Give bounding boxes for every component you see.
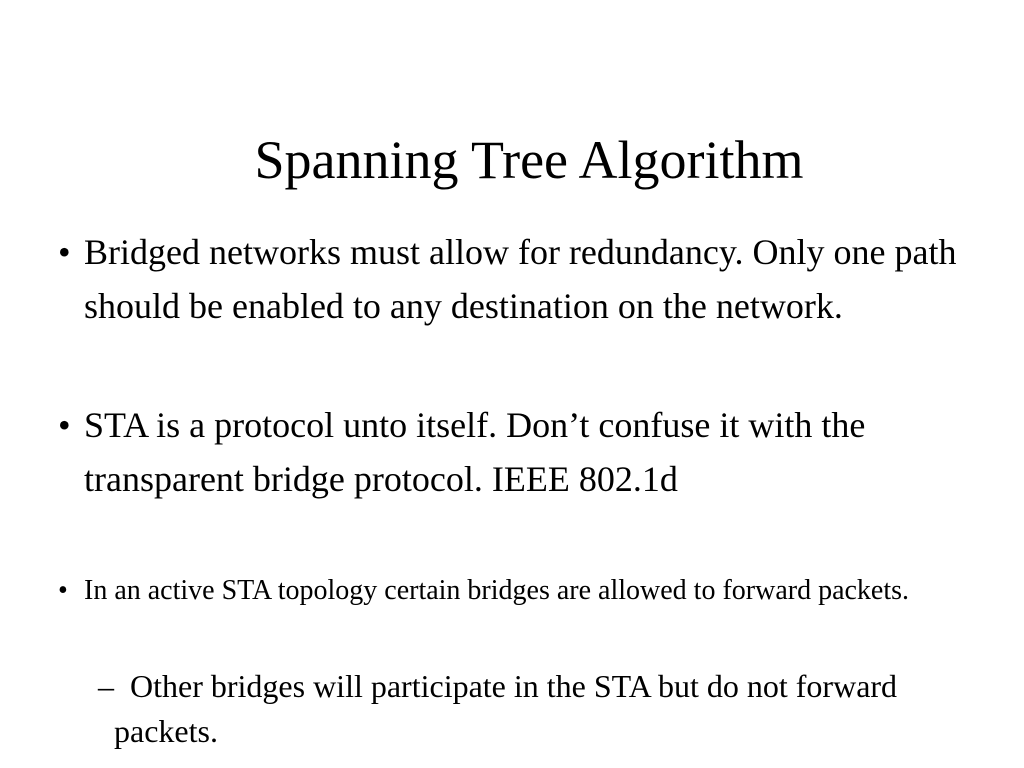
bullet-text: STA is a protocol unto itself. Don’t confuse it with the transparent bridge protocol. IEEE 802.1d xyxy=(84,405,866,499)
sub-bullet-item-1 xyxy=(98,664,978,754)
bullet-marker: • xyxy=(58,405,71,445)
bullet-item-2 xyxy=(58,398,958,506)
bullet-item-1 xyxy=(58,225,958,333)
bullet-item-3 xyxy=(58,570,958,611)
bullet-marker: • xyxy=(58,575,68,606)
bullet-marker: • xyxy=(58,232,71,272)
bullet-text: Bridged networks must allow for redundancy. Only one path should be enabled to any destination on the network. xyxy=(84,232,957,326)
slide-title: Spanning Tree Algorithm xyxy=(254,130,804,190)
bullet-text: In an active STA topology certain bridges are allowed to forward packets. xyxy=(84,575,910,606)
sub-bullet-text: Other bridges will participate in the STA but do not forward packets. xyxy=(114,668,898,749)
dash-marker: – xyxy=(98,668,114,704)
